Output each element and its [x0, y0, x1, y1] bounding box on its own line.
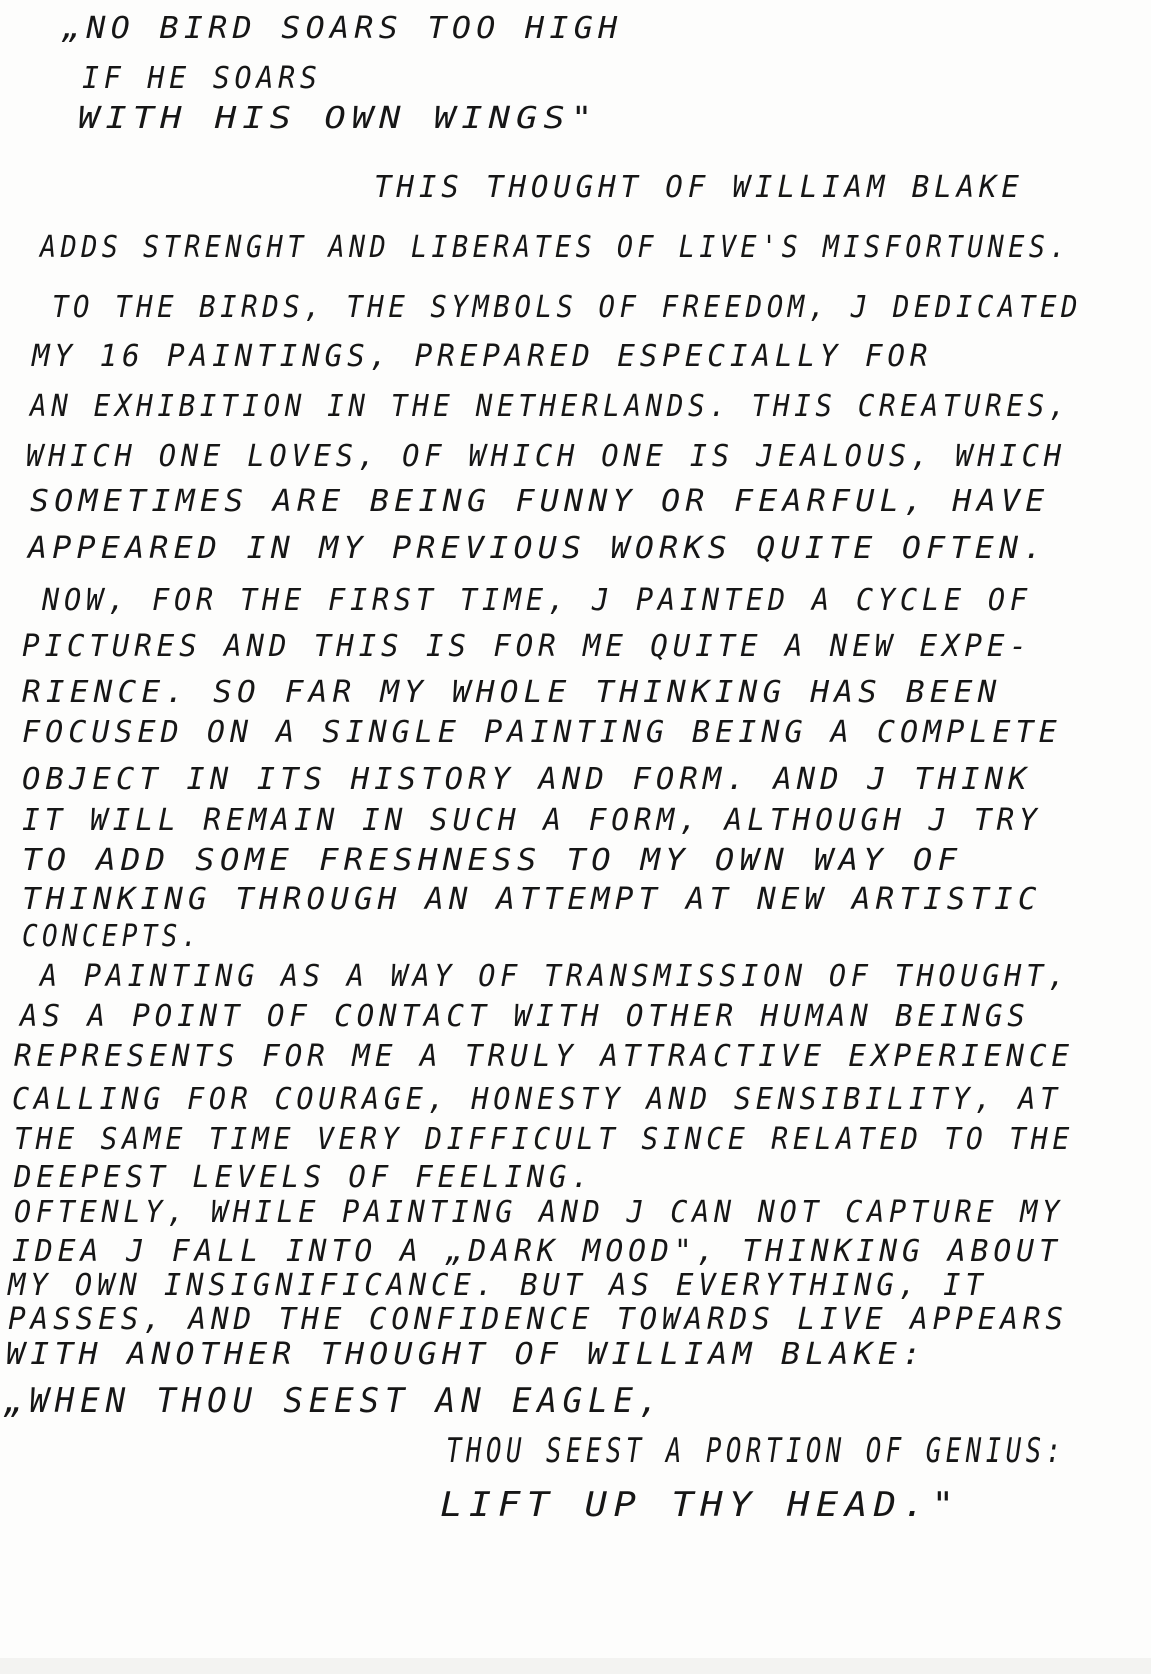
text-line: IT WILL REMAIN IN SUCH A FORM, ALTHOUGH J TRY	[22, 803, 1042, 838]
text-line: AN EXHIBITION IN THE NETHERLANDS. THIS CREATURES,	[30, 389, 1071, 424]
text-line: CONCEPTS.	[22, 919, 202, 954]
text-line: PASSES, AND THE CONFIDENCE TOWARDS LIVE APPEARS	[8, 1302, 1068, 1337]
text-line: REPRESENTS FOR ME A TRULY ATTRACTIVE EXPERIENCE	[14, 1039, 1074, 1074]
text-line: TO ADD SOME FRESHNESS TO MY OWN WAY OF	[22, 843, 963, 878]
text-line: WITH HIS OWN WINGS"	[78, 101, 599, 136]
text-line: APPEARED IN MY PREVIOUS WORKS QUITE OFTEN.	[28, 531, 1048, 566]
text-line: MY 16 PAINTINGS, PREPARED ESPECIALLY FOR	[32, 339, 933, 374]
text-line: THIS THOUGHT OF WILLIAM BLAKE	[374, 170, 1024, 205]
text-line: SOMETIMES ARE BEING FUNNY OR FEARFUL, HAVE	[30, 484, 1050, 519]
text-line: THE SAME TIME VERY DIFFICULT SINCE RELATED TO THE	[14, 1122, 1075, 1157]
text-line: „NO BIRD SOARS TOO HIGH	[62, 11, 623, 46]
text-line: OBJECT IN ITS HISTORY AND FORM. AND J THINK	[22, 762, 1032, 797]
text-line: DEEPEST LEVELS OF FEELING.	[14, 1160, 594, 1195]
text-line: AS A POINT OF CONTACT WITH OTHER HUMAN BEINGS	[20, 999, 1030, 1034]
text-line: TO THE BIRDS, THE SYMBOLS OF FREEDOM, J DEDICATED	[52, 290, 1083, 325]
text-line: RIENCE. SO FAR MY WHOLE THINKING HAS BEEN	[22, 675, 1002, 710]
text-line: IF HE SOARS	[82, 61, 322, 96]
text-line: FOCUSED ON A SINGLE PAINTING BEING A COMPLETE	[22, 715, 1062, 750]
page-bottom-edge	[0, 1658, 1151, 1674]
text-line: A PAINTING AS A WAY OF TRANSMISSION OF THOUGHT,	[40, 959, 1070, 994]
text-line: MY OWN INSIGNIFICANCE. BUT AS EVERYTHING, IT	[8, 1268, 988, 1303]
text-line: WITH ANOTHER THOUGHT OF WILLIAM BLAKE:	[6, 1337, 927, 1372]
text-line: „WHEN THOU SEEST AN EAGLE,	[4, 1381, 665, 1421]
text-line: WHICH ONE LOVES, OF WHICH ONE IS JEALOUS, WHICH	[26, 439, 1066, 474]
text-line: IDEA J FALL INTO A „DARK MOOD", THINKING ABOUT	[12, 1234, 1062, 1269]
text-line: PICTURES AND THIS IS FOR ME QUITE A NEW EXPE-	[22, 629, 1032, 664]
text-line: CALLING FOR COURAGE, HONESTY AND SENSIBILITY, AT	[12, 1082, 1062, 1117]
text-line: THINKING THROUGH AN ATTEMPT AT NEW ARTISTIC	[22, 882, 1042, 917]
text-line: THOU SEEST A PORTION OF GENIUS:	[446, 1431, 1066, 1471]
text-line: NOW, FOR THE FIRST TIME, J PAINTED A CYCLE OF	[42, 583, 1032, 618]
text-line: ADDS STRENGHT AND LIBERATES OF LIVE'S MISFORTUNES.	[40, 230, 1071, 265]
text-line: OFTENLY, WHILE PAINTING AND J CAN NOT CAPTURE MY	[14, 1195, 1064, 1230]
text-line: LIFT UP THY HEAD."	[440, 1485, 961, 1525]
